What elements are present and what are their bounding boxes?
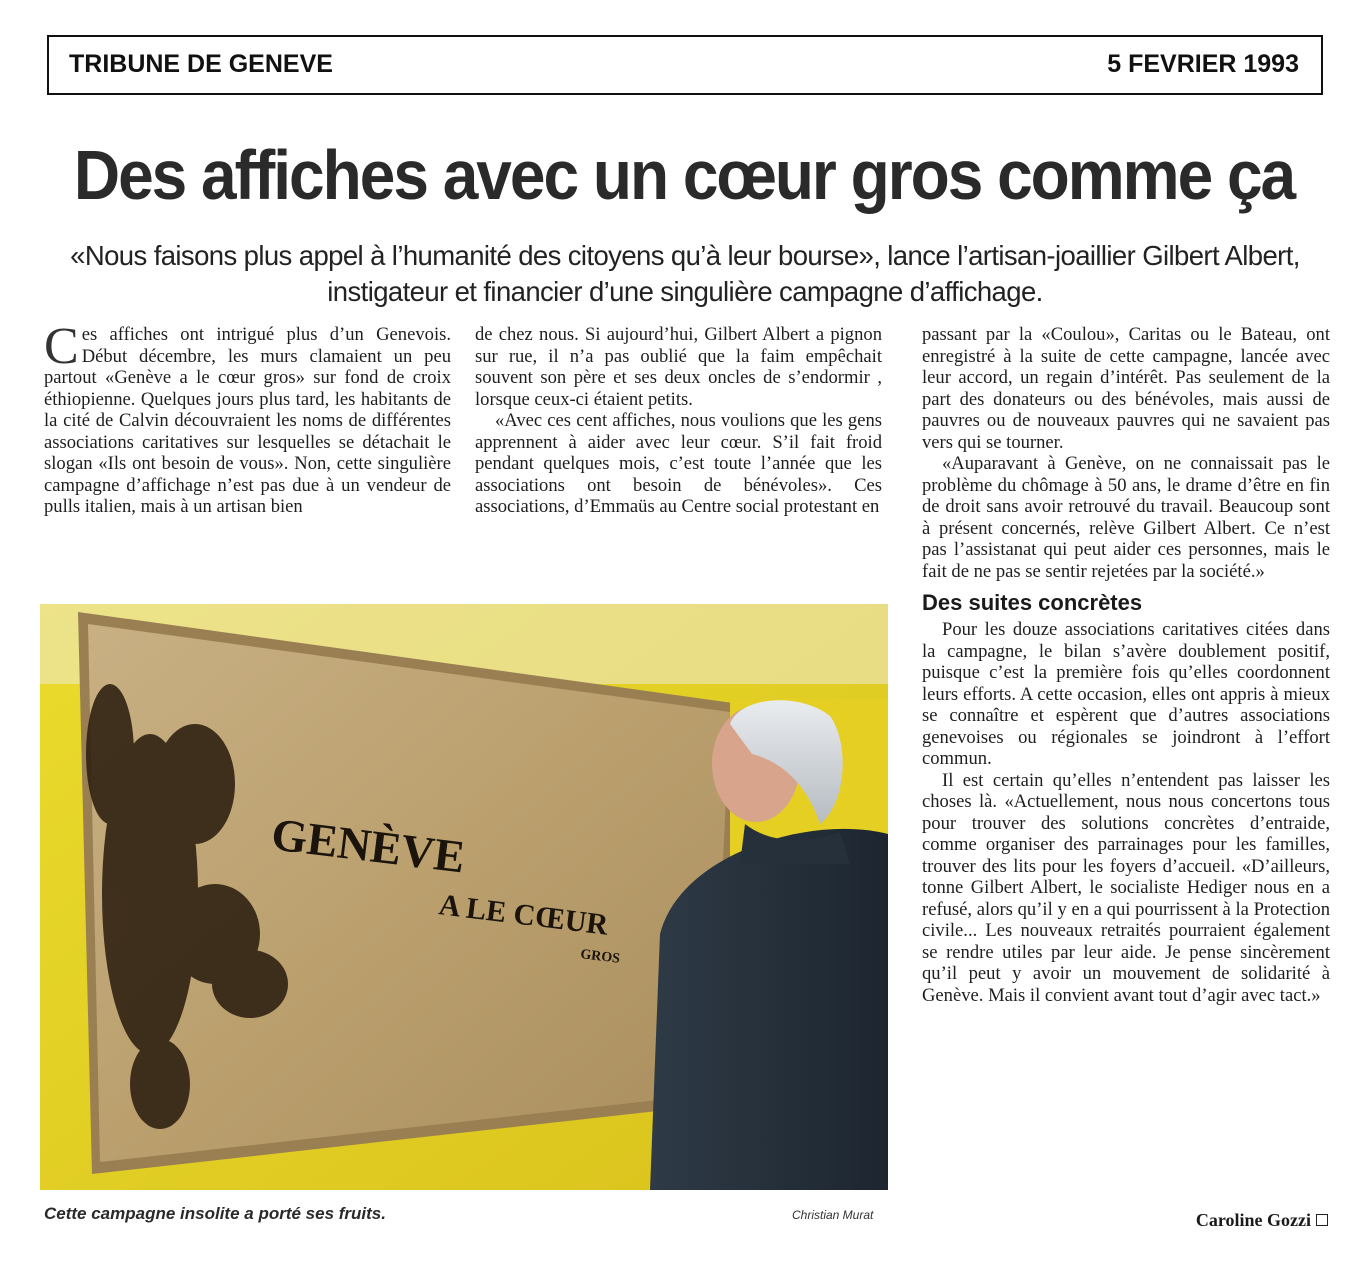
paragraph: «Auparavant à Genève, on ne connaissait pas le problème du chômage à 50 ans, le drame d’être en fin de droit sans avoir retrouvé du travail. Beaucoup sont à présent concernés, relève Gilbert Albert. Ce n’est pas l’assistanat qui peut aider ces personnes, mais le fait de ne pas se sentir rejetées par la société.» bbox=[922, 453, 1330, 582]
photo-caption: Cette campagne insolite a porté ses fruits. bbox=[44, 1204, 386, 1223]
subheading: Des suites concrètes bbox=[922, 590, 1143, 615]
article-photo bbox=[40, 604, 888, 1190]
drop-cap: C bbox=[44, 318, 79, 375]
poster-text-gros: GROS bbox=[579, 947, 621, 967]
paragraph: passant par la «Coulou», Caritas ou le Bateau, ont enregistré à la suite de cette campagne, lancée avec leur accord, un regain d’intérêt. Pas seulement de la part des donateurs ou des bénévoles, mais aussi de pauvres ou de nouveaux pauvres qui ne savaient pas vers qui se tourner. bbox=[922, 324, 1330, 453]
paragraph: de chez nous. Si aujourd’hui, Gilbert Albert a pignon sur rue, il n’a pas oublié que la faim empêchait souvent son père et ses deux oncles de s’endormir , lorsque ceux-ci étaient petits. bbox=[475, 324, 882, 410]
poster-text-coeur: A LE CŒUR bbox=[437, 888, 610, 942]
photo-illustration bbox=[40, 604, 888, 1190]
article-column-2 bbox=[475, 324, 882, 518]
article-column-3 bbox=[922, 324, 1330, 1006]
poster-text-geneve: GENÈVE bbox=[268, 808, 468, 883]
paragraph-text: es affiches ont intrigué plus d’un Genevois. Début décembre, les murs clamaient un peu partout «Genève a le cœur gros» sur fond de croix éthiopienne. Quelques jours plus tard, les habitants de la cité de Calvin découvraient les noms de différentes associations caritatives sur lesquelles se détachait le slogan «Ils ont besoin de vous». Non, cette singulière campagne d’affichage n’est pas due à un vendeur de pulls italien, mais à un artisan bien bbox=[44, 324, 451, 517]
paragraph bbox=[44, 318, 451, 518]
article-headline: Des affiches avec un cœur gros comme ça bbox=[73, 136, 1295, 214]
publication-date: 5 FEVRIER 1993 bbox=[1107, 50, 1299, 78]
end-mark-icon bbox=[1316, 1214, 1328, 1226]
deck-line-1: «Nous faisons plus appel à l’humanité des citoyens qu’à leur bourse», lance l’artisan-joaillier Gilbert Albert, bbox=[70, 240, 1300, 271]
newspaper-name: TRIBUNE DE GENEVE bbox=[69, 50, 333, 78]
article-column-1 bbox=[44, 318, 451, 518]
author-name: Caroline Gozzi bbox=[1195, 1210, 1311, 1230]
paragraph: Pour les douze associations caritatives citées dans la campagne, le bilan s’avère doublement positif, puisque c’est la première fois qu’elles coordonnent leurs efforts. A cette occasion, elles ont appris à mieux se connaître et espèrent que d’autres associations genevoises ou régionales se joindront à l’effort commun. bbox=[922, 619, 1330, 769]
photo-credit: Christian Murat bbox=[792, 1208, 874, 1222]
paragraph: «Avec ces cent affiches, nous voulions que les gens apprennent à aider avec leur cœur. S’il fait froid pendant quelques mois, c’est toute l’année que les associations ont besoin de bénévoles». Ces associations, d’Emmaüs au Centre social protestant en bbox=[475, 410, 882, 517]
paragraph: Il est certain qu’elles n’entendent pas laisser les choses là. «Actuellement, nous nous concertons tous pour trouver des solutions concrètes d’entraide, comme organiser des parrainages pour les familles, trouver des lits pour les foyers d’accueil. «D’ailleurs, tonne Gilbert Albert, le socialiste Hediger nous en a refusé, alors qu’il y en a qui pourrissent à la Protection civile... Les nouveaux retraités pourraient également se rendre utiles par leur aide. Je pense sincèrement qu’il peut y avoir un mouvement de solidarité à Genève. Mais il convient avant tout d’agir avec tact.» bbox=[922, 769, 1330, 1006]
masthead-box bbox=[47, 35, 1323, 95]
deck-line-2: instigateur et financier d’une singulière campagne d’affichage. bbox=[327, 276, 1043, 307]
byline bbox=[1196, 1210, 1328, 1231]
article-deck bbox=[40, 238, 1330, 310]
